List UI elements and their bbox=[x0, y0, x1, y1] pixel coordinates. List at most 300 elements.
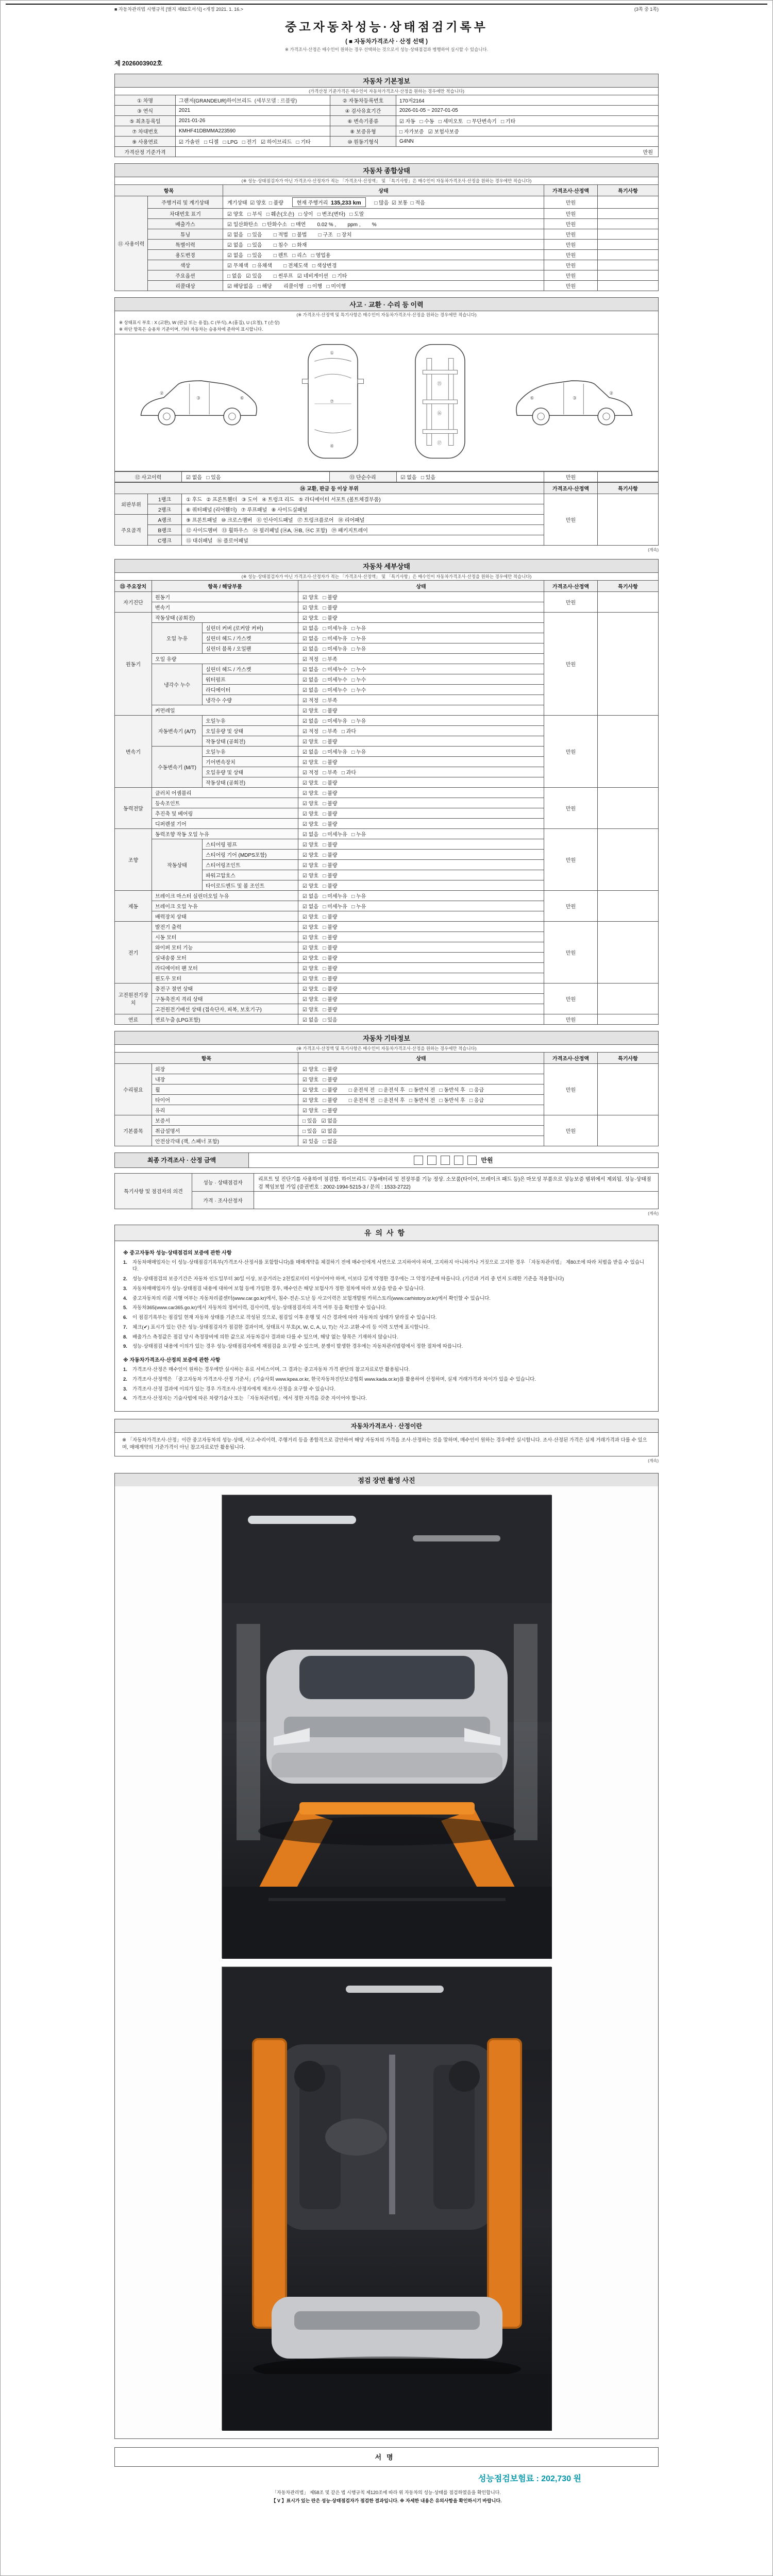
part-label: 원동기 bbox=[152, 591, 298, 602]
remark-cell bbox=[598, 715, 659, 787]
part-state: ☑ 양호 □ 불량 bbox=[298, 849, 544, 859]
item-state: □ 없음 ☑ 있음 □ 썬루프 ☑ 네비게이션 □ 기타 bbox=[223, 270, 544, 281]
part-state: ☑ 양호 □ 불량 bbox=[298, 808, 544, 818]
rank-items: ⑥ 쿼터패널 (리어휀더) ⑦ 루프패널 ⑧ 사이드실패널 bbox=[182, 504, 544, 514]
overall-row bbox=[115, 219, 659, 229]
svg-text:⑦: ⑦ bbox=[329, 399, 334, 404]
exchange-col-price: 가격조사·산정액 bbox=[544, 482, 598, 494]
device-group: 변속기 bbox=[115, 715, 152, 787]
section-basic-title: 자동차 기본정보 bbox=[114, 74, 659, 87]
car-name-value bbox=[176, 95, 330, 106]
remark-cell bbox=[598, 209, 659, 219]
continue-marker: (계속) bbox=[648, 1211, 659, 1216]
section-basic-info bbox=[114, 74, 659, 157]
item-label: 리콜대상 bbox=[148, 281, 223, 291]
inspection-period-label: ④ 검사유효기간 bbox=[330, 106, 396, 116]
price-cell: 만원 bbox=[544, 471, 598, 482]
opinion-row bbox=[115, 1173, 659, 1191]
top-rule bbox=[6, 4, 767, 5]
part-state: ☑ 양호 □ 불량 bbox=[298, 921, 544, 931]
part-label: 실린더 헤드 / 가스켓 bbox=[203, 633, 298, 643]
svg-text:②: ② bbox=[160, 391, 164, 396]
item-state: ☑ 일산화탄소 □ 탄화수소 □ 매연 0.02 % , ppm , % bbox=[223, 219, 544, 229]
remark-cell bbox=[598, 250, 659, 260]
section-overall-note: (※ 성능·상태점검자가 아닌 가격조사·산정자가 적는 「가격조사·산정액」 및 「특기사항」은 매수인이 자동차가격조사·산정을 원하는 경우에만 적습니다) bbox=[114, 177, 659, 184]
page-number: (3쪽 중 1쪽) bbox=[634, 7, 659, 12]
price-digit-box bbox=[441, 1156, 450, 1165]
notice-item: 1. 자동차매매업자는 이 성능·상태점검기록부(가격조사·산정서를 포함합니다)를 매매계약을 체결하기 전에 매수인에게 서면으로 고지하여야 하며, 고지하지 아니하거나 거짓으로 고지한 경우 「자동차관리법」 제80조에 따라 처벌을 받을 수 있습니다. bbox=[123, 1259, 645, 1273]
detail-col-price: 가격조사·산정액 bbox=[544, 580, 598, 591]
vin-value: KMHF41DBMMA223590 bbox=[176, 126, 330, 137]
remark-cell bbox=[598, 787, 659, 828]
final-price-label: 최종 가격조사 · 산정 금액 bbox=[115, 1153, 249, 1167]
inspection-photo-2 bbox=[222, 1967, 551, 2430]
part-label: 내장 bbox=[152, 1074, 298, 1084]
price-cell: 만원 bbox=[544, 196, 598, 209]
part-label: 타이어 bbox=[152, 1094, 298, 1105]
table-row bbox=[115, 137, 659, 147]
inspection-period-value: 2026-01-05 ~ 2027-01-05 bbox=[396, 106, 659, 116]
part-state: ☑ 적정 □ 부족 □ 과다 bbox=[298, 767, 544, 777]
part-label: 오일누유 bbox=[203, 746, 298, 756]
device-group: 조향 bbox=[115, 828, 152, 890]
exchange-col-remark: 특기사항 bbox=[598, 482, 659, 494]
price-cell: 만원 bbox=[544, 715, 598, 787]
part-label: 워터펌프 bbox=[203, 674, 298, 684]
part-label: 라디에이터 팬 모터 bbox=[152, 962, 298, 973]
table-row bbox=[115, 106, 659, 116]
rank-items: ① 후드 ② 프론트휀더 ③ 도어 ④ 트렁크 리드 ⑤ 라디에이터 서포트 (볼트체결부품) bbox=[182, 494, 544, 504]
part-label: 추진축 및 베어링 bbox=[152, 808, 298, 818]
price-cell: 만원 bbox=[544, 983, 598, 1014]
overall-row bbox=[115, 270, 659, 281]
overall-row bbox=[115, 260, 659, 270]
sub-group: 오일 누유 bbox=[152, 622, 203, 653]
continue-marker: (계속) bbox=[648, 547, 659, 552]
part-state: ☑ 없음 □ 미세누수 □ 누수 bbox=[298, 674, 544, 684]
base-price-value: 만원 bbox=[176, 147, 659, 157]
inspection-photo-1 bbox=[222, 1495, 551, 1958]
form-subnote: ※ 가격조사·산정은 매수인이 원하는 경우 선택하는 것으로서 성능·상태점검과 병행하여 실시할 수 있습니다. bbox=[284, 47, 489, 52]
part-state: ☑ 양호 □ 불량 □ 운전석 전 □ 운전석 후 □ 동반석 전 □ 동반석 후 □ 응급 bbox=[298, 1084, 544, 1094]
table-row bbox=[115, 95, 659, 106]
overall-col-item: 항목 bbox=[115, 185, 223, 196]
price-definition-box bbox=[114, 1419, 659, 1456]
transmission-label: ⑥ 변속기종류 bbox=[330, 116, 396, 126]
reg-no-label: ② 자동차등록번호 bbox=[330, 95, 396, 106]
notice-item: 2. 성능·상태점검의 보증기간은 자동차 인도일부터 30일 이상, 보증거리는 2천킬로미터 이상이어야 하며, 이보다 길게 약정한 경우에는 그 약정기준에 따릅니다. (기간과 거리 중 먼저 도래한 기준을 적용합니다) bbox=[123, 1276, 564, 1282]
notice-item: 9. 성능·상태점검 내용에 이의가 있는 경우 성능·상태점검자에게 재점검을 요구할 수 있으며, 분쟁이 발생한 경우에는 자동차관리법령에서 정한 절차에 따릅니다. bbox=[123, 1344, 463, 1350]
part-state: ☑ 없음 □ 미세누유 □ 누유 bbox=[298, 901, 544, 911]
rank-label: 1랭크 bbox=[148, 494, 182, 504]
remark-cell bbox=[598, 1014, 659, 1024]
part-state: ☑ 양호 □ 불량 bbox=[298, 1105, 544, 1115]
form-rule-reference: ■ 자동차관리법 시행규칙 [별지 제82호서식] <개정 2021. 1. 16.> bbox=[114, 7, 243, 12]
part-state: ☑ 적정 □ 부족 □ 과다 bbox=[298, 725, 544, 736]
current-mileage-box: 현재 주행거리 135,233 km bbox=[292, 197, 366, 207]
remark-cell bbox=[598, 921, 659, 983]
part-label: 타이로드엔드 및 볼 조인트 bbox=[203, 880, 298, 890]
device-group: 원동기 bbox=[115, 612, 152, 715]
section-overall-title: 자동차 종합상태 bbox=[114, 163, 659, 177]
device-group: 연료 bbox=[115, 1014, 152, 1024]
opinion-text bbox=[254, 1191, 659, 1209]
usage-history-group: ⑪ 사용이력 bbox=[115, 196, 148, 291]
car-diagram-underbody bbox=[402, 340, 478, 466]
remark-cell bbox=[598, 890, 659, 921]
inspector-opinion-table bbox=[114, 1173, 659, 1209]
sub-group: 냉각수 누수 bbox=[152, 664, 203, 705]
part-label: 휠 bbox=[152, 1084, 298, 1094]
part-label: 실내송풍 모터 bbox=[152, 952, 298, 962]
part-label: 스티어링 펌프 bbox=[203, 839, 298, 849]
fee-label: 성능점검보험료 : bbox=[478, 2474, 539, 2483]
part-label: 작동상태 (공회전) bbox=[203, 736, 298, 746]
price-digit-box bbox=[467, 1156, 477, 1165]
device-row bbox=[115, 787, 659, 798]
table-row bbox=[115, 471, 659, 482]
notice-body bbox=[115, 1241, 658, 1412]
part-state: ☑ 양호 □ 불량 bbox=[298, 962, 544, 973]
car-name: 그랜저(GRANDEUR)하이브리드 bbox=[179, 98, 252, 104]
section-detail-note: (※ 성능·상태점검자가 아닌 가격조사·산정자가 적는 「가격조사·산정액」 및 「특기사항」은 매수인이 자동차가격조사·산정을 원하는 경우에만 적습니다) bbox=[114, 572, 659, 580]
sub-group: 자동변속기 (A/T) bbox=[152, 715, 203, 746]
notice-item: 4. 가격조사·산정자는 기술사법에 따른 차량기술사 또는 「자동차관리법」에서 정한 자격을 갖춘 자이어야 합니다. bbox=[123, 1396, 367, 1402]
item-label: 배출가스 bbox=[148, 219, 223, 229]
car-diagram-top bbox=[295, 340, 371, 466]
etc-col-state: 상태 bbox=[298, 1052, 544, 1063]
etc-col-item: 항목 bbox=[115, 1052, 298, 1063]
part-label: 구동축전지 격리 상태 bbox=[152, 993, 298, 1004]
device-row bbox=[115, 1014, 659, 1024]
remark-cell bbox=[598, 494, 659, 545]
panel-group: 주요골격 bbox=[115, 514, 148, 545]
state-mark-legend bbox=[114, 318, 659, 334]
table-header-row bbox=[115, 1052, 659, 1063]
device-group: 전기 bbox=[115, 921, 152, 983]
price-cell: 만원 bbox=[544, 240, 598, 250]
device-group: 고전원전기장치 bbox=[115, 983, 152, 1014]
table-header-row bbox=[115, 482, 659, 494]
etc-col-remark: 특기사항 bbox=[598, 1052, 659, 1063]
part-state: ☑ 없음 □ 미세누수 □ 누수 bbox=[298, 684, 544, 694]
section-detail-condition bbox=[114, 559, 659, 1025]
rank-items: ⑫ 사이드멤버 ⑬ 휠하우스 ⑭ 필러패널 (⑭A, ⑭B, ⑭C 포함) ⑲ 패키지트레이 bbox=[182, 524, 544, 535]
first-registration-label: ⑤ 최초등록일 bbox=[115, 116, 176, 126]
part-state: ☑ 양호 □ 불량 bbox=[298, 612, 544, 622]
item-label: 튜닝 bbox=[148, 229, 223, 240]
overall-row bbox=[115, 196, 659, 209]
overall-row bbox=[115, 209, 659, 219]
remark-cell bbox=[598, 260, 659, 270]
part-label: 유리 bbox=[152, 1105, 298, 1115]
opinion-label: 특기사항 및 점검자의 의견 bbox=[115, 1173, 192, 1209]
item-label: 주요옵션 bbox=[148, 270, 223, 281]
part-state: ☑ 양호 □ 불량 bbox=[298, 705, 544, 715]
remark-cell bbox=[598, 612, 659, 715]
price-cell: 만원 bbox=[544, 260, 598, 270]
inspection-insurance-fee bbox=[114, 2467, 659, 2485]
part-state: ☑ 양호 □ 불량 bbox=[298, 993, 544, 1004]
overall-col-price: 가격조사·산정액 bbox=[544, 185, 598, 196]
price-cell: 만원 bbox=[544, 1014, 598, 1024]
part-state: ☑ 양호 □ 불량 bbox=[298, 839, 544, 849]
fee-amount: 202,730 원 bbox=[541, 2474, 581, 2483]
part-label: 윈도우 모터 bbox=[152, 973, 298, 983]
part-label: 오일 유량 bbox=[152, 653, 298, 664]
rank-items: ⑨ 프론트패널 ⑩ 크로스멤버 ⑪ 인사이드패널 ⑰ 트렁크플로어 ⑱ 리어패널 bbox=[182, 514, 544, 524]
section-etc-info bbox=[114, 1031, 659, 1146]
warranty-type-value: □ 자가보증 ☑ 보험사보증 bbox=[396, 126, 659, 137]
part-label: 보증서 bbox=[152, 1115, 298, 1125]
section-etc-title: 자동차 기타정보 bbox=[114, 1031, 659, 1044]
part-state: ☑ 양호 □ 불량 bbox=[298, 859, 544, 870]
sub-group: 수동변속기 (M/T) bbox=[152, 746, 203, 787]
svg-text:③: ③ bbox=[572, 396, 577, 401]
part-state: □ 있음 ☑ 없음 bbox=[298, 1125, 544, 1136]
notice-item: 1. 가격조사·산정은 매수인이 원하는 경우에만 실시하는 유료 서비스이며, 그 결과는 중고자동차 가격 판단의 참고자료로만 활용됩니다. bbox=[123, 1367, 410, 1373]
part-state: ☑ 양호 □ 불량 bbox=[298, 931, 544, 942]
device-row bbox=[115, 983, 659, 993]
form-page bbox=[114, 6, 659, 2504]
section-basic-note: (가격산정 기준가격은 매수인이 자동차가격조사·산정을 원하는 경우에만 적습니다) bbox=[114, 87, 659, 95]
rank-label: B랭크 bbox=[148, 524, 182, 535]
overall-condition-table bbox=[114, 184, 659, 291]
svg-text:④: ④ bbox=[329, 443, 334, 449]
engine-type-value: G4NN bbox=[396, 137, 659, 147]
remark-cell bbox=[598, 591, 659, 612]
price-cell: 만원 bbox=[544, 494, 598, 545]
remark-cell bbox=[598, 471, 659, 482]
svg-text:②: ② bbox=[609, 391, 613, 396]
item-state: 계기상태 ☑ 양호 □ 불량 현재 주행거리 135,233 km □ 많음 ☑ 보통 □ 적음 bbox=[223, 196, 544, 209]
part-label: 디퍼렌셜 기어 bbox=[152, 818, 298, 828]
detail-col-item: 항목 / 해당부품 bbox=[152, 580, 298, 591]
item-state: ☑ 없음 □ 있음 □ 적법 □ 불법 □ 구조 □ 장치 bbox=[223, 229, 544, 240]
part-state: ☑ 없음 □ 미세누유 □ 누유 bbox=[298, 633, 544, 643]
price-cell: 만원 bbox=[544, 921, 598, 983]
overall-row bbox=[115, 229, 659, 240]
price-cell: 만원 bbox=[544, 591, 598, 612]
item-state: ☑ 무채색 □ 유채색 □ 전체도색 □ 색상변경 bbox=[223, 260, 544, 270]
notice-intro: ※ 중고자동차 성능·상태점검의 보증에 관한 사항 bbox=[123, 1250, 232, 1256]
remark-cell bbox=[598, 240, 659, 250]
part-state: ☑ 양호 □ 불량 bbox=[298, 1074, 544, 1084]
price-cell: 만원 bbox=[544, 828, 598, 890]
part-state: ☑ 양호 □ 불량 bbox=[298, 870, 544, 880]
device-row bbox=[115, 612, 659, 622]
part-label: 오일유량 및 상태 bbox=[203, 725, 298, 736]
rank-row bbox=[115, 494, 659, 504]
reg-no-value: 170저2164 bbox=[396, 95, 659, 106]
vin-label: ⑦ 차대번호 bbox=[115, 126, 176, 137]
device-row bbox=[115, 921, 659, 931]
part-label: 오일유량 및 상태 bbox=[203, 767, 298, 777]
accident-history-state: ☑ 없음 □ 있음 bbox=[182, 471, 330, 482]
device-group: 기본품목 bbox=[115, 1115, 152, 1146]
part-state: ☑ 양호 □ 불량 bbox=[298, 591, 544, 602]
part-label: 오일누유 bbox=[203, 715, 298, 725]
svg-text:⑯: ⑯ bbox=[437, 411, 442, 416]
part-label: 안전삼각대 (잭, 스패너 포함) bbox=[152, 1136, 298, 1146]
device-row bbox=[115, 1115, 659, 1125]
notice-sub-item-list bbox=[123, 1366, 650, 1402]
form-meta bbox=[114, 6, 659, 12]
part-state: ☑ 양호 □ 불량 bbox=[298, 911, 544, 921]
opinion-who: 가격 · 조사산정자 bbox=[192, 1191, 254, 1209]
item-state: ☑ 해당없음 □ 해당 리콜이행 □ 이행 □ 미이행 bbox=[223, 281, 544, 291]
notice-item-list bbox=[123, 1259, 650, 1351]
part-label: 브레이크 마스터 실린더오일 누유 bbox=[152, 890, 298, 901]
opinion-row bbox=[115, 1191, 659, 1209]
overall-col-remark: 특기사항 bbox=[598, 185, 659, 196]
detail-col-remark: 특기사항 bbox=[598, 580, 659, 591]
notice-box bbox=[114, 1225, 659, 1412]
part-state: ☑ 없음 □ 미세누유 □ 누유 bbox=[298, 622, 544, 633]
part-state: ☑ 없음 □ 미세누유 □ 누유 bbox=[298, 746, 544, 756]
part-state: ☑ 있음 □ 없음 bbox=[298, 1136, 544, 1146]
detail-col-device: ⑮ 주요장치 bbox=[115, 580, 152, 591]
part-label: 냉각수 수량 bbox=[203, 694, 298, 705]
rank-label: C랭크 bbox=[148, 535, 182, 545]
part-label: 브레이크 오일 누유 bbox=[152, 901, 298, 911]
remark-cell bbox=[598, 828, 659, 890]
part-state: ☑ 양호 □ 불량 bbox=[298, 1063, 544, 1074]
year-value: 2021 bbox=[176, 106, 330, 116]
notice-item: 6. 이 점검기록부는 점검일 현재 자동차 상태를 기준으로 작성된 것으로, 점검일 이후 운행 및 시간 경과에 따라 자동차의 상태가 달라질 수 있습니다. bbox=[123, 1315, 437, 1321]
device-row bbox=[115, 890, 659, 901]
price-cell: 만원 bbox=[544, 1063, 598, 1115]
notice-sub-title: ※ 자동차가격조사·산정의 보증에 관한 사항 bbox=[123, 1358, 221, 1364]
final-price-unit: 만원 bbox=[481, 1157, 493, 1164]
device-group: 수리필요 bbox=[115, 1063, 152, 1115]
car-diagram-area bbox=[114, 334, 659, 471]
table-header-row bbox=[115, 580, 659, 591]
table-row bbox=[115, 126, 659, 137]
part-label: 고전원전기배선 상태 (접속단자, 피복, 보호기구) bbox=[152, 1004, 298, 1014]
part-label: 배력장치 상태 bbox=[152, 911, 298, 921]
table-row bbox=[115, 147, 659, 157]
part-label: 외장 bbox=[152, 1063, 298, 1074]
price-cell: 만원 bbox=[544, 219, 598, 229]
sub-group: 작동상태 bbox=[152, 839, 203, 890]
item-label: 특별이력 bbox=[148, 240, 223, 250]
car-diagram-side-left bbox=[134, 369, 263, 436]
part-label: 충전구 절연 상태 bbox=[152, 983, 298, 993]
continue-marker: (계속) bbox=[648, 1458, 659, 1463]
part-label: 커먼레일 bbox=[152, 705, 298, 715]
etc-col-price: 가격조사·산정액 bbox=[544, 1052, 598, 1063]
photos-title: 점검 장면 촬영 사진 bbox=[114, 1473, 659, 1486]
part-state: □ 있음 ☑ 없음 bbox=[298, 1115, 544, 1125]
part-label: 연료누출 (LPG포함) bbox=[152, 1014, 298, 1024]
part-state: ☑ 없음 □ 미세누유 □ 누유 bbox=[298, 890, 544, 901]
remark-cell bbox=[598, 281, 659, 291]
notice-item: 3. 가격조사·산정 결과에 이의가 있는 경우 가격조사·산정자에게 재조사·산정을 요구할 수 있습니다. bbox=[123, 1386, 335, 1392]
price-cell: 만원 bbox=[544, 270, 598, 281]
footer-check-note: 【 V 】표시가 있는 란은 성능·상태점검자가 점검한 결과입니다. ※ 자세한 내용은 유의사항을 확인하시기 바랍니다. bbox=[271, 2498, 502, 2503]
svg-text:③: ③ bbox=[196, 396, 201, 401]
form-subtitle: ( ■ 자동차가격조사 · 산정 선택 ) bbox=[345, 39, 428, 45]
svg-text:⑥: ⑥ bbox=[240, 396, 244, 401]
part-state: ☑ 양호 □ 불량 bbox=[298, 777, 544, 787]
item-state: ☑ 없음 □ 있음 □ 렌트 □ 리스 □ 영업용 bbox=[223, 250, 544, 260]
etc-info-table bbox=[114, 1052, 659, 1146]
item-label: 차대번호 표기 bbox=[148, 209, 223, 219]
device-row bbox=[115, 828, 659, 839]
price-definition-title: 자동차가격조사 · 산정이란 bbox=[115, 1419, 658, 1433]
accident-history-label: ⑫ 사고이력 bbox=[115, 471, 182, 482]
simple-repair-label: ⑬ 단순수리 bbox=[329, 471, 396, 482]
notice-item: 2. 가격조사·산정액은 「중고자동차 가격조사·산정 기준서」(기술사회 www.kpea.or.kr, 한국자동차진단보증협회 www.kada.or.kr)를 활용하여 산정하며, 실제 거래가격과 차이가 있을 수 있습니다. bbox=[123, 1376, 536, 1382]
opinion-text: 리프트 및 진단기를 사용하여 점검함. 하이브리드 구동배터리 및 전장부품 기능 정상. 소모품(타이어, 브레이크 패드 등)은 마모성 부품으로 성능보증 범위에서 제외됨. 성능·상태점검 책임보험 가입 (증권번호 : 2002-1994-5215-3 / 문의 : 1533-2722) bbox=[254, 1173, 659, 1191]
part-state: ☑ 없음 □ 미세누수 □ 누수 bbox=[298, 664, 544, 674]
legend-line-2: ※ 하단 항목은 승용차 기준이며, 기타 자동차는 승용차에 준하여 표시합니다. bbox=[119, 326, 263, 332]
device-group: 자기진단 bbox=[115, 591, 152, 612]
part-label: 동력조향 작동 오일 누유 bbox=[152, 828, 298, 839]
part-label: 와이퍼 모터 기능 bbox=[152, 942, 298, 952]
device-group: 동력전달 bbox=[115, 787, 152, 828]
part-state: ☑ 적정 □ 부족 bbox=[298, 694, 544, 705]
fuel-value: ☑ 가솔린 □ 디젤 □ LPG □ 전기 ☑ 하이브리드 □ 기타 bbox=[176, 137, 330, 147]
section-overall-condition bbox=[114, 163, 659, 291]
device-row bbox=[115, 715, 659, 725]
footer-legal-line: 「자동차관리법」 제58조 및 같은 법 시행규칙 제120조에 따라 위 자동차의 성능·상태를 점검하였음을 확인합니다. bbox=[272, 2489, 501, 2495]
part-state: ☑ 양호 □ 불량 □ 운전석 전 □ 운전석 후 □ 동반석 전 □ 동반석 후 □ 응급 bbox=[298, 1094, 544, 1105]
part-state: ☑ 양호 □ 불량 bbox=[298, 787, 544, 798]
part-label: 실린더 헤드 / 가스켓 bbox=[203, 664, 298, 674]
section-accident-history bbox=[114, 297, 659, 553]
part-label: 기어변속장치 bbox=[203, 756, 298, 767]
part-state: ☑ 양호 □ 불량 bbox=[298, 880, 544, 890]
svg-text:⑥: ⑥ bbox=[530, 396, 534, 401]
part-label: 스티어링조인트 bbox=[203, 859, 298, 870]
price-cell: 만원 bbox=[544, 209, 598, 219]
rank-label: 2랭크 bbox=[148, 504, 182, 514]
overall-row bbox=[115, 281, 659, 291]
part-state: ☑ 양호 □ 불량 bbox=[298, 602, 544, 612]
price-definition-text: ※ 「자동차가격조사·산정」이란 중고자동차의 성능·상태, 사고·수리이력, 주행거리 등을 종합적으로 감안하여 해당 자동차의 가격을 조사·산정하는 것을 말하며, 매수인이 원하는 경우에만 실시합니다. 조사·산정된 가격은 실제 거래가격과 다를 수 있으며, 매매계약의 기준가격이 아닌 참고자료로만 활용됩니다. bbox=[122, 1437, 647, 1451]
item-label: 주행거리 및 계기상태 bbox=[148, 196, 223, 209]
device-row bbox=[115, 1063, 659, 1074]
device-row bbox=[115, 591, 659, 602]
price-cell: 만원 bbox=[544, 1115, 598, 1146]
remark-cell bbox=[598, 196, 659, 209]
panel-group: 외판부위 bbox=[115, 494, 148, 514]
item-label: 색상 bbox=[148, 260, 223, 270]
section-inspection-photos bbox=[114, 1473, 659, 2439]
section-accident-title: 사고 · 교환 · 수리 등 이력 bbox=[114, 297, 659, 311]
basic-info-table bbox=[114, 95, 659, 157]
table-row bbox=[115, 116, 659, 126]
item-state: ☑ 없음 □ 있음 □ 침수 □ 화재 bbox=[223, 240, 544, 250]
part-label: 클러치 어셈블리 bbox=[152, 787, 298, 798]
first-registration-value: 2021-01-26 bbox=[176, 116, 330, 126]
car-name-label: ① 차명 bbox=[115, 95, 176, 106]
item-state: ☑ 양호 □ 부식 □ 훼손(오손) □ 상이 □ 변조(변타) □ 도말 bbox=[223, 209, 544, 219]
document-number: 제 2026003902호 bbox=[114, 60, 163, 67]
part-state: ☑ 양호 □ 불량 bbox=[298, 818, 544, 828]
part-state: ☑ 양호 □ 불량 bbox=[298, 798, 544, 808]
detail-condition-table bbox=[114, 580, 659, 1025]
section-detail-title: 자동차 세부상태 bbox=[114, 559, 659, 572]
part-label: 시동 모터 bbox=[152, 931, 298, 942]
part-state: ☑ 없음 □ 미세누유 □ 누유 bbox=[298, 643, 544, 653]
price-cell: 만원 bbox=[544, 890, 598, 921]
part-label: 실린더 블록 / 오일팬 bbox=[203, 643, 298, 653]
exchange-label: ⑭ 교환, 판금 등 이상 부위 bbox=[115, 482, 544, 494]
legend-line-1: ※ 상태표시 부호 : X (교환), W (판금 또는 용접), C (부식), A (흠집), U (요철), T (손상) bbox=[119, 320, 280, 325]
